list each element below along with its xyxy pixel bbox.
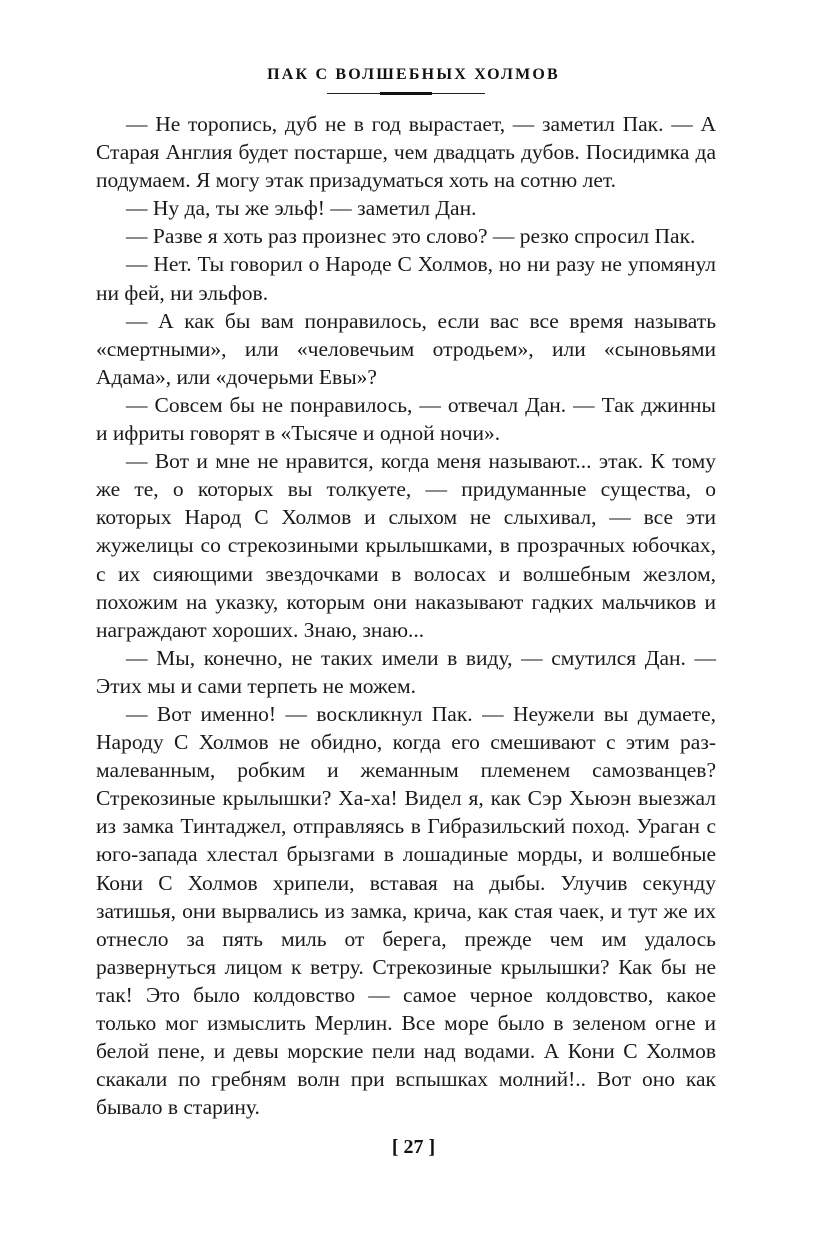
paragraph-4: — Нет. Ты говорил о Народе С Холмов, но ни разу не упомянул ни фей, ни эльфов. [96, 252, 716, 305]
paragraph-8: — Мы, конечно, не таких имели в виду, — смутился Дан. — Этих мы и сами терпеть не можем. [96, 645, 716, 698]
paragraph-5: — А как бы вам понравилось, если вас все время называть «смертными», или «человечьим отродьем», или «сыновьями Адама», или «дочерьми Евы»? [96, 308, 716, 389]
paragraph-6: — Совсем бы не понравилось, — отвечал Дан. — Так джинны и ифриты говорят в «Тысяче и одной ночи». [96, 392, 716, 446]
page-number: [ 27 ] [391, 1136, 436, 1158]
running-head: ПАК С ВОЛШЕБНЫХ ХОЛМОВ [267, 66, 560, 83]
paragraph-2: — Ну да, ты же эльф! — заметил Дан. [126, 196, 477, 221]
body-text [96, 110, 716, 1121]
paragraph-7: — Вот и мне не нравится, когда меня называют... этак. К тому же те, о которых вы толкуете, — придуманные существа, о которых Народ С Холмов и слыхом не слыхивал, — все эти жужелицы со стрекозиными крылышками, в прозрачных юбочках, с их сияющими звездочками в волосах и волшебным жезлом, похожим на указку, которым они наказывают гадких мальчиков и награждают хороших. Знаю, знаю... [96, 449, 716, 642]
paragraph-9: — Вот именно! — воскликнул Пак. — Неужели вы думаете, Народу С Холмов не обидно, когда его смешивают с этим размалеванным, робким и жеманным племенем самозванцев? Стрекозиные крылышки? Ха-ха! Видел я, как Сэр Хьюэн выезжал из замка Тинтаджел, отправляясь в Гибразильский поход. Ураган с юго-запада хлестал брызгами в лошадиные морды, и волшебные Кони С Холмов хрипели, вставая на дыбы. Улучив секунду затишья, они вырвались из замка, крича, как стая чаек, и тут же их отнесло за пять миль от берега, прежде чем им удалось развернуться лицом к ветру. Стрекозиные крылышки? Как бы не так! Это было колдовство — самое черное колдовство, какое только мог измыслить Мерлин. Все море было в зеленом огне и белой пене, и девы морские пели над водами. А Кони С Холмов скакали по гребням волн при вспышках молний!.. Вот оно как бывало в старину. [96, 701, 716, 1120]
running-head-rule-accent [380, 92, 432, 95]
paragraph-3: — Разве я хоть раз произнес это слово? — резко спросил Пак. [126, 224, 696, 249]
paragraph-1: — Не торопись, дуб не в год вырастает, — заметил Пак. — А Старая Англия будет постарше, чем двадцать дубов. Посидимка да подумаем. Я могу этак призадуматься хоть на сотню лет. [96, 112, 716, 193]
